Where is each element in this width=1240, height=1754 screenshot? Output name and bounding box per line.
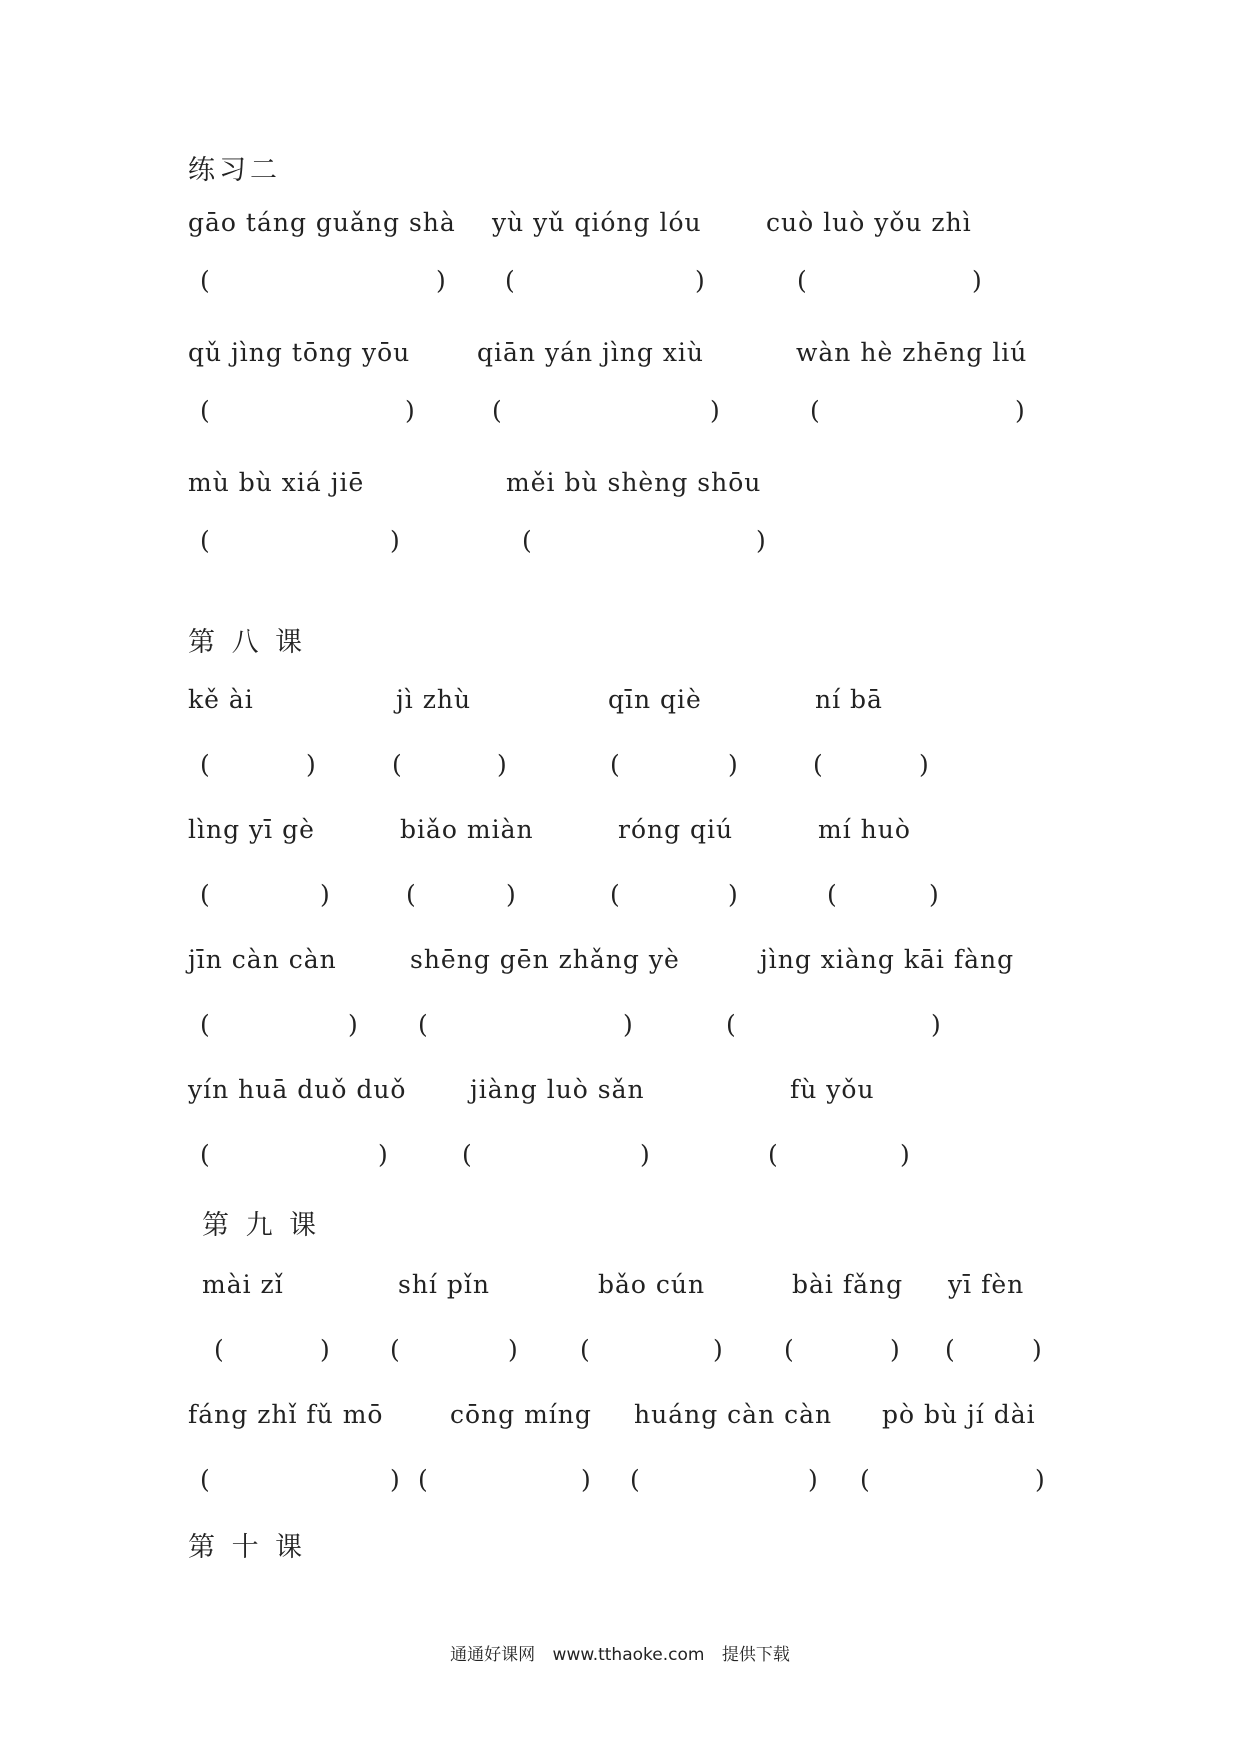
pinyin-item: róng qiú	[618, 815, 734, 844]
answer-row: ( ) ( ) ( )	[200, 396, 1025, 425]
section-title: 第 九 课	[202, 1210, 321, 1241]
pinyin-item: wàn hè zhēng liú	[796, 338, 1028, 367]
pinyin-row	[0, 1270, 1240, 1304]
pinyin-item: jìng xiàng kāi fàng	[760, 945, 1015, 974]
pinyin-item: shēng gēn zhǎng yè	[410, 945, 680, 974]
pinyin-item: huáng càn càn	[634, 1400, 833, 1429]
answer-row: ( ) ( ) ( ) ( )	[200, 1465, 1045, 1494]
page-footer	[0, 1640, 1240, 1665]
answer-row: ( ) ( ) ( ) ( ) ( )	[214, 1335, 1042, 1364]
pinyin-item: fù yǒu	[790, 1075, 875, 1104]
pinyin-item: kě ài	[188, 685, 254, 714]
pinyin-row	[0, 815, 1240, 849]
pinyin-item: mí huò	[818, 815, 911, 844]
pinyin-item: bài fǎng	[792, 1270, 904, 1299]
pinyin-item: cōng míng	[450, 1400, 592, 1429]
footer-url[interactable]: www.tthaoke.com	[552, 1645, 705, 1665]
pinyin-item: pò bù jí dài	[882, 1400, 1036, 1429]
answer-row: ( ) ( ) ( )	[200, 1140, 910, 1169]
pinyin-item: bǎo cún	[598, 1270, 706, 1299]
pinyin-item: jiàng luò sǎn	[470, 1075, 645, 1104]
pinyin-row	[0, 208, 1240, 242]
pinyin-item: cuò luò yǒu zhì	[766, 208, 972, 237]
pinyin-row	[0, 468, 1240, 502]
pinyin-item: mù bù xiá jiē	[188, 468, 365, 497]
pinyin-item: yín huā duǒ duǒ	[188, 1075, 407, 1104]
pinyin-item: mài zǐ	[202, 1270, 284, 1299]
pinyin-item: měi bù shèng shōu	[506, 468, 762, 497]
pinyin-item: biǎo miàn	[400, 815, 534, 844]
answer-row: ( ) ( )	[200, 526, 766, 555]
pinyin-row	[0, 1400, 1240, 1434]
pinyin-item: yù yǔ qióng lóu	[492, 208, 702, 237]
footer-site-name: 通通好课网	[450, 1645, 536, 1665]
pinyin-item: yī fèn	[948, 1270, 1025, 1299]
pinyin-row	[0, 338, 1240, 372]
pinyin-item: shí pǐn	[398, 1270, 490, 1299]
pinyin-item: jì zhù	[396, 685, 472, 714]
pinyin-item: lìng yī gè	[188, 815, 315, 844]
section-title: 第 八 课	[188, 627, 307, 658]
pinyin-row	[0, 685, 1240, 719]
answer-row: ( ) ( ) ( ) ( )	[200, 750, 929, 779]
answer-row: ( ) ( ) ( )	[200, 1010, 941, 1039]
section-title: 练习二	[188, 155, 281, 186]
answer-row: ( ) ( ) ( ) ( )	[200, 880, 939, 909]
section-title: 第 十 课	[188, 1532, 307, 1563]
pinyin-item: fáng zhǐ fǔ mō	[188, 1400, 384, 1429]
pinyin-item: jīn càn càn	[188, 945, 337, 974]
footer-note: 提供下载	[721, 1645, 790, 1665]
pinyin-row	[0, 945, 1240, 979]
pinyin-item: gāo táng guǎng shà	[188, 208, 456, 237]
pinyin-row	[0, 1075, 1240, 1109]
answer-row: ( ) ( ) ( )	[200, 266, 982, 295]
pinyin-item: qiān yán jìng xiù	[477, 338, 705, 367]
pinyin-item: qīn qiè	[608, 685, 702, 714]
pinyin-item: qǔ jìng tōng yōu	[188, 338, 411, 367]
pinyin-item: ní bā	[815, 685, 883, 714]
